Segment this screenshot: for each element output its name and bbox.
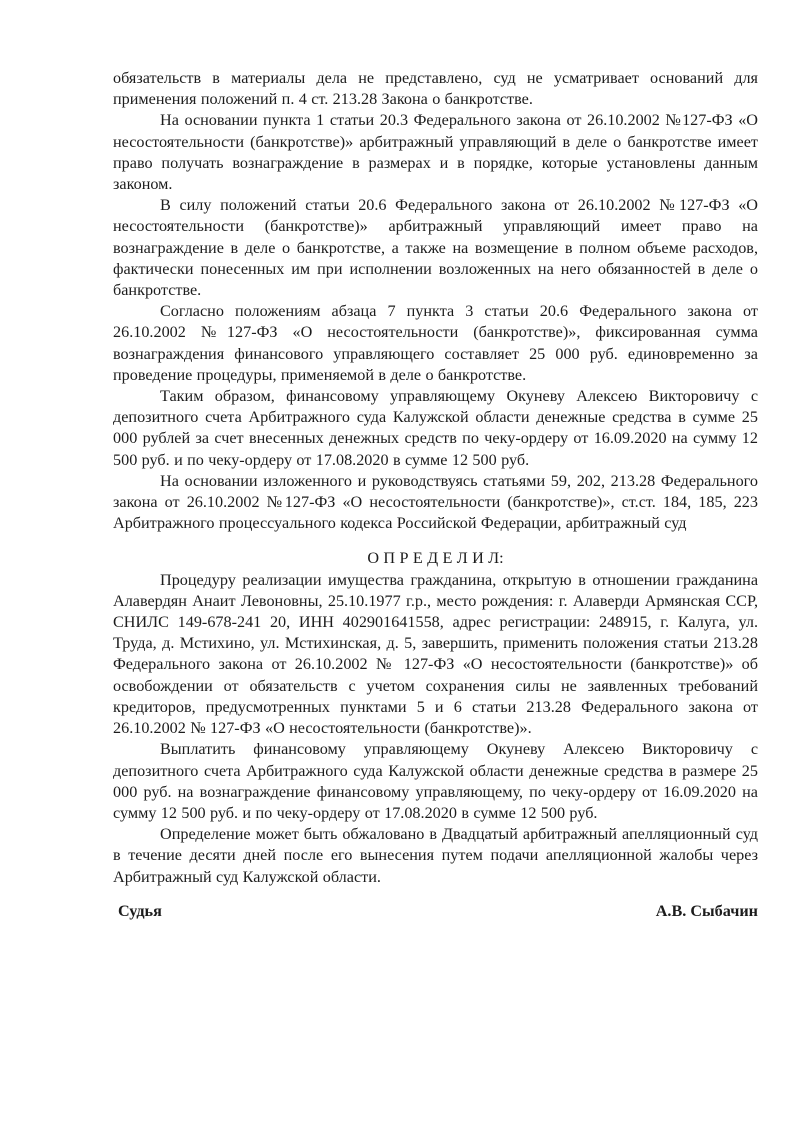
paragraph-fixed-remuneration: Согласно положениям абзаца 7 пункта 3 статьи 20.6 Федерального закона от 26.10.2002 №127-ФЗ «О несостоятельности (банкротстве)», фиксированная сумма вознаграждения финансового управляющего составляет 25 000 руб. единовременно за проведение процедуры, применяемой в деле о банкротстве. xyxy=(113,302,758,384)
paragraph-carryover-obligations: обязательств в материалы дела не представлено, суд не усматривает оснований для применения положений п. 4 ст. 213.28 Закона о банкротстве. xyxy=(113,69,758,109)
paragraph-deposit-funds: Таким образом, финансовому управляющему Окуневу Алексею Викторовичу с депозитного счета Арбитражного суда Калужской области денежные средства в сумме 25 000 рублей за счет внесенных денежных средств по чеку-ордеру от 16.09.2020 на сумму 12 500 руб. и по чеку-ордеру от 17.08.2020 в сумме 12 500 руб. xyxy=(113,387,758,469)
signature-role: Судья xyxy=(118,901,162,920)
ruling-heading: О П Р Е Д Е Л И Л: xyxy=(367,549,504,568)
paragraph-legal-basis: На основании изложенного и руководствуясь статьями 59, 202, 213.28 Федерального закона от 26.10.2002 №127-ФЗ «О несостоятельности (банкротстве)», ст.ст. 184, 185, 223 Арбитражного процессуального кодекса Российской Федерации, арбитражный суд xyxy=(113,471,758,533)
signature-row xyxy=(113,901,758,922)
paragraph-complete-procedure: Процедуру реализации имущества гражданина, открытую в отношении гражданина Алавердян Анаит Левоновны, 25.10.1977 г.р., место рождения: г. Алаверди Армянская ССР, СНИЛС 149-678-241 20, ИНН 402901641558, адрес регистрации: 248915, г. Калуга, ул. Труда, д. Мстихино, ул. Мстихинская, д. 5, завершить, применить положения статьи 213.28 Федерального закона от 26.10.2002 № 127-ФЗ «О несостоятельности (банкротстве)» об освобождении от обязательств с учетом сохранения силы не заявленных требований кредиторов, предусмотренных пунктами 5 и 6 статьи 213.28 Федерального закона от 26.10.2002 № 127-ФЗ «О несостоятельности (банкротстве)». xyxy=(113,570,758,738)
signature-name: А.В. Сыбачин xyxy=(655,901,758,920)
paragraph-pay-manager: Выплатить финансовому управляющему Окуневу Алексею Викторовичу с депозитного счета Арбитражного суда Калужской области денежные средства в размере 25 000 руб. на вознаграждение финансовому управляющему, по чеку-ордеру от 16.09.2020 на сумму 12 500 руб. и по чеку-ордеру от 17.08.2020 в сумме 12 500 руб. xyxy=(113,740,758,822)
paragraph-law-20-6: В силу положений статьи 20.6 Федерального закона от 26.10.2002 №127-ФЗ «О несостоятельности (банкротстве)» арбитражный управляющий имеет право на вознаграждение в деле о банкротстве, а также на возмещение в полном объеме расходов, фактически понесенных им при исполнении возложенных на него обязанностей в деле о банкротстве. xyxy=(113,196,758,300)
paragraph-appeal-rights: Определение может быть обжаловано в Двадцатый арбитражный апелляционный суд в течение десяти дней после его вынесения путем подачи апелляционной жалобы через Арбитражный суд Калужской области. xyxy=(113,825,758,886)
paragraph-law-20-3: На основании пункта 1 статьи 20.3 Федерального закона от 26.10.2002 №127-ФЗ «О несостоятельности (банкротстве)» арбитражный управляющий в деле о банкротстве имеет право получать вознаграждение в размерах и в порядке, которые установлены данным законом. xyxy=(113,111,758,194)
